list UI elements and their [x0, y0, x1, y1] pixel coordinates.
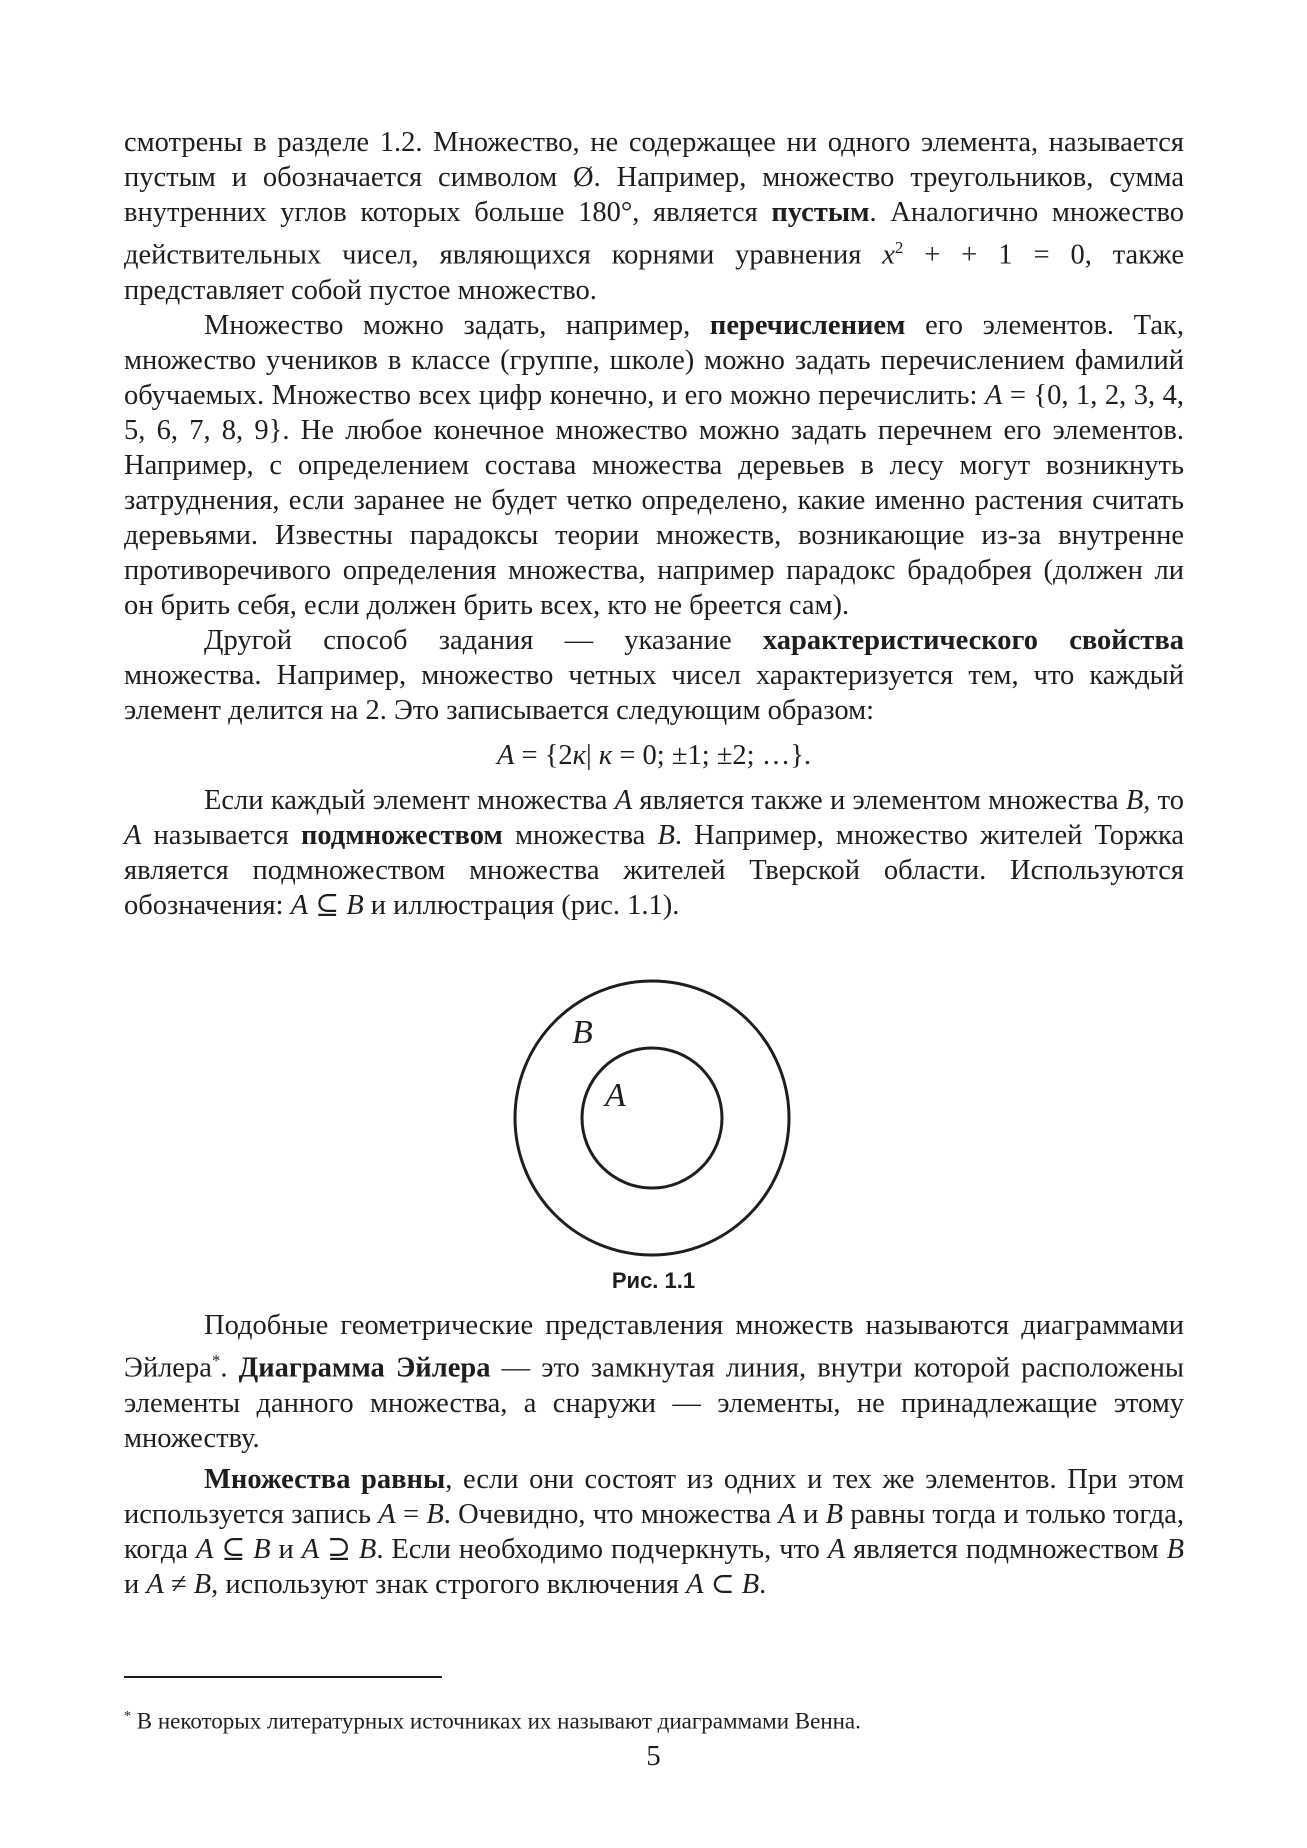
text-run: + + 1 = 0, также представляет собой пустое множество.: [124, 239, 1185, 306]
variable: A: [984, 379, 1003, 411]
text-run: называется: [141, 819, 301, 851]
text-run: , используют знак строгого включения: [211, 1568, 687, 1600]
term-enumeration: перечислением: [709, 309, 906, 341]
variable: A: [378, 1498, 396, 1530]
footnote-mark: *: [211, 1351, 221, 1370]
variable: к: [598, 739, 613, 771]
exponent: 2: [894, 238, 904, 257]
text-run: Множество можно задать, например,: [204, 309, 710, 341]
variable: A: [301, 1533, 320, 1565]
text-run: = 0; ±1; ±2; …}.: [612, 739, 811, 771]
paragraph-equal-sets: [124, 1462, 1184, 1602]
text-run: Другой способ задания — указание: [204, 624, 763, 656]
text-run: множества. Например, множество четных чисел характеризуется тем, что каждый элемент делится на 2. Это записывается следующим образом:: [124, 659, 1184, 726]
variable: к: [572, 739, 587, 771]
variable: A: [614, 784, 633, 816]
text-run: и иллюстрация (рис. 1.1).: [363, 889, 680, 921]
text-run: — это замкнутая линия, внутри которой расположены элементы данного множества, а снаружи — элементы, не принадлежащие этому множеству.: [124, 1352, 1184, 1454]
text-run: .: [220, 1352, 239, 1384]
figure-caption: Рис. 1.1: [611, 1268, 696, 1293]
term-characteristic-property: характеристического свойства: [762, 624, 1184, 656]
variable: x: [882, 239, 895, 271]
variable: A: [827, 1533, 846, 1565]
text-run: |: [586, 739, 599, 771]
text-run: , если они состоят из одних и тех же элементов. При этом используется запись: [124, 1463, 1185, 1530]
text-run: . Если необходимо подчеркнуть, что: [376, 1533, 828, 1565]
paragraph-characteristic: [124, 623, 1184, 728]
text-run: и: [795, 1498, 826, 1530]
variable: B: [193, 1568, 212, 1600]
euler-diagram: [512, 978, 792, 1258]
variable: A: [146, 1568, 164, 1600]
variable: B: [741, 1568, 760, 1600]
term-euler-diagram: Диаграмма Эйлера: [238, 1352, 491, 1384]
variable: A: [686, 1568, 704, 1600]
text-run: ⊆: [308, 889, 347, 921]
variable: A: [196, 1533, 214, 1565]
variable: B: [825, 1498, 844, 1530]
text-run: . Например, множество жителей Торжка является подмножеством множества жителей Тверской области. Используются обозначения:: [124, 819, 1185, 921]
paragraph-euler: [124, 1308, 1184, 1456]
variable: B: [657, 819, 675, 851]
page-number: 5: [646, 1740, 661, 1772]
text-run: . Очевидно, что множества: [443, 1498, 779, 1530]
variable: A: [290, 889, 309, 921]
text-run: = {0, 1, 2, 3, 4, 5, 6, 7, 8, 9}. Не любое конечное множество можно задать перечнем его элементов. Например, с определением состава множества деревьев в лесу могут возникнуть затруднения, если заранее не будет четко определено, какие именно растения считать деревьями. Известны парадоксы теории множеств, возникающие из-за внутренне противоречивого определения множества, например парадокс брадобрея (должен ли он брить себя, если должен брить всех, кто не бреется сам).: [124, 379, 1184, 621]
variable: B: [1166, 1533, 1184, 1565]
footnote-mark: *: [124, 1709, 131, 1724]
text-run: равны тогда и только тогда, когда: [124, 1498, 1184, 1565]
variable: A: [496, 739, 515, 771]
text-run: =: [395, 1498, 427, 1530]
variable: A: [124, 819, 142, 851]
text-run: Если каждый элемент множества: [204, 784, 615, 816]
variable: B: [358, 1533, 377, 1565]
text-run: и: [270, 1533, 302, 1565]
variable: B: [1125, 784, 1144, 816]
paragraph-empty-set: [124, 125, 1184, 308]
paragraph-enumeration: [124, 308, 1184, 623]
text-run: множества: [502, 819, 658, 851]
outer-set-label: B: [572, 1014, 593, 1051]
text-run: его элементов. Так, множество учеников в классе (группе, школе) можно задать перечислением фамилий обучаемых. Множество всех цифр конечно, и его можно перечислить:: [124, 309, 1184, 411]
variable: B: [426, 1498, 444, 1530]
text-run: смотрены в разделе 1.2. Множество, не содержащее ни одного элемента, называется пустым и обозначается символом Ø. Например, множество треугольников, сумма внутренних углов которых больше 180°, является: [124, 127, 1184, 228]
text-run: ≠: [163, 1568, 194, 1600]
variable: B: [346, 889, 364, 921]
variable: B: [253, 1533, 271, 1565]
body-text: [124, 125, 1184, 923]
footnote-text: В некоторых литературных источниках их называют диаграммами Венна.: [131, 1708, 861, 1734]
paragraph-subset: [124, 783, 1184, 923]
footnote-divider: [124, 1676, 442, 1678]
text-run: Подобные геометрические представления множеств называются диаграммами Эйлера: [124, 1310, 1184, 1384]
outer-set-circle: [515, 981, 789, 1255]
text-run: ⊆: [213, 1533, 254, 1565]
text-run: , то: [1143, 784, 1184, 816]
term-subset: подмножеством: [300, 819, 503, 851]
text-run: ⊇: [319, 1533, 359, 1565]
variable: A: [778, 1498, 796, 1530]
text-run: является также и элементом множества: [632, 784, 1126, 816]
text-run: и: [124, 1568, 147, 1600]
body-text-lower: [124, 1308, 1184, 1602]
text-run: является подмножеством: [845, 1533, 1167, 1565]
text-run: ⊂: [703, 1568, 742, 1600]
inner-set-circle: [582, 1048, 722, 1188]
inner-set-label: A: [605, 1077, 626, 1114]
text-run: . Аналогично множество действительных чисел, являющихся корнями уравнения: [124, 197, 1184, 271]
term-empty: пустым: [771, 197, 870, 228]
text-run: = {2: [514, 739, 573, 771]
formula-even-numbers: [124, 738, 1184, 773]
footnote: [124, 1702, 861, 1737]
text-run: .: [759, 1568, 767, 1600]
term-equal-sets: Множества равны: [204, 1463, 446, 1495]
